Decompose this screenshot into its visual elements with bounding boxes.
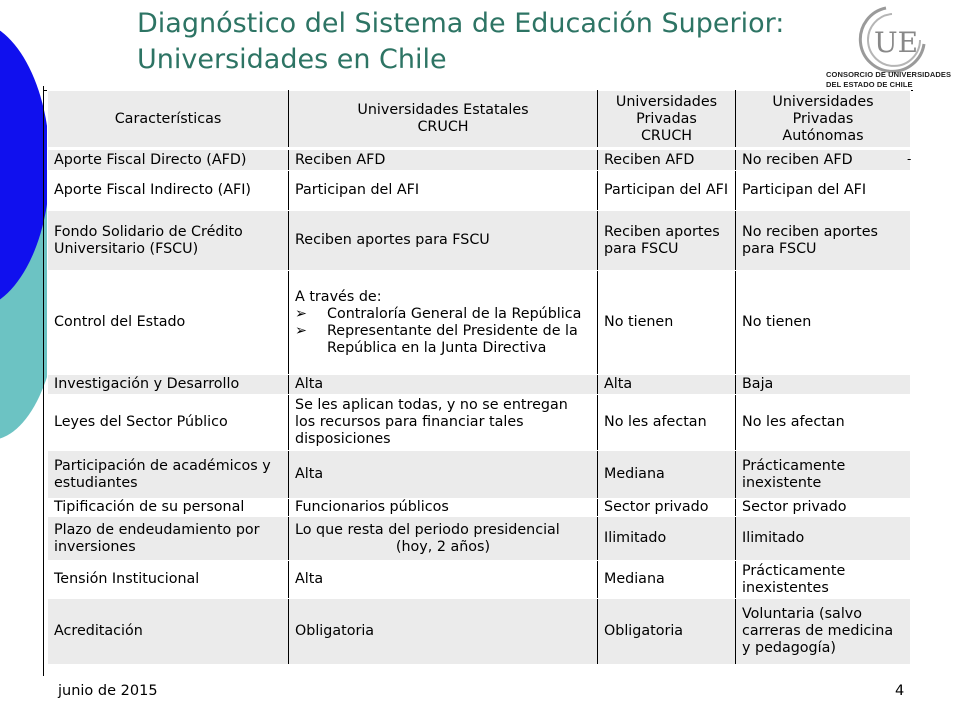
cell-autonomas: Participan del AFI bbox=[736, 171, 911, 211]
logo-caption-line1: CONSORCIO DE UNIVERSIDADES bbox=[826, 70, 952, 79]
footer-date: junio de 2015 bbox=[58, 683, 158, 699]
cell-caracteristica: Tipificación de su personal bbox=[48, 499, 289, 517]
table-row bbox=[48, 149, 911, 171]
cell-autonomas: Baja bbox=[736, 375, 911, 395]
table-row bbox=[48, 451, 911, 499]
table-row bbox=[48, 599, 911, 665]
cell-privadas-cruch: No les afectan bbox=[598, 395, 736, 451]
cell-caracteristica: Aporte Fiscal Directo (AFD) bbox=[48, 149, 289, 171]
control-list-item: ➢ Representante del Presidente de la República en la Junta Directiva bbox=[295, 322, 578, 356]
table-row bbox=[48, 375, 911, 395]
cell-estatales: Obligatoria bbox=[289, 599, 598, 665]
cell-autonomas: Prácticamente inexistentes bbox=[736, 561, 911, 599]
slide-title: Diagnóstico del Sistema de Educación Superior: Universidades en Chile bbox=[137, 8, 785, 75]
cell-caracteristica: Aporte Fiscal Indirecto (AFI) bbox=[48, 171, 289, 211]
cell-estatales: Reciben AFD bbox=[289, 149, 598, 171]
table-row bbox=[48, 271, 911, 375]
cell-autonomas: No reciben AFD bbox=[736, 149, 911, 171]
cell-estatales bbox=[289, 271, 598, 375]
cell-caracteristica: Investigación y Desarrollo bbox=[48, 375, 289, 395]
cell-estatales: Participan del AFI bbox=[289, 171, 598, 211]
cell-privadas-cruch: Ilimitado bbox=[598, 517, 736, 561]
cell-estatales: Alta bbox=[289, 451, 598, 499]
cell-estatales: Se les aplican todas, y no se entregan los recursos para financiar tales disposiciones bbox=[289, 395, 598, 451]
cell-estatales: Alta bbox=[289, 561, 598, 599]
cell-autonomas: No les afectan bbox=[736, 395, 911, 451]
cell-privadas-cruch: Reciben aportes para FSCU bbox=[598, 211, 736, 271]
header-estatales-l2: CRUCH bbox=[417, 119, 469, 135]
cell-autonomas: No reciben aportes para FSCU bbox=[736, 211, 911, 271]
table-row bbox=[48, 211, 911, 271]
cell-privadas-cruch: Reciben AFD bbox=[598, 149, 736, 171]
left-vertical-rule bbox=[43, 86, 44, 676]
cell-autonomas: Prácticamente inexistente bbox=[736, 451, 911, 499]
header-estatales-l1: Universidades Estatales bbox=[357, 102, 529, 118]
logo-caption bbox=[826, 70, 960, 90]
table-row bbox=[48, 171, 911, 211]
header-autonomas: Universidades Privadas Autónomas bbox=[736, 91, 911, 149]
arrow-bullet-icon: ➢ bbox=[295, 305, 307, 322]
header-caracteristicas: Características bbox=[48, 91, 289, 149]
cell-autonomas: Voluntaria (salvo carreras de medicina y pedagogía) bbox=[736, 599, 911, 665]
cell-caracteristica: Leyes del Sector Público bbox=[48, 395, 289, 451]
header-estatales bbox=[289, 91, 598, 149]
cell-estatales: Reciben aportes para FSCU bbox=[289, 211, 598, 271]
cell-privadas-cruch: No tienen bbox=[598, 271, 736, 375]
cell-note: (hoy, 2 años) bbox=[395, 538, 491, 555]
page-number: 4 bbox=[895, 683, 905, 699]
control-intro: A través de: bbox=[295, 288, 382, 305]
cell-estatales: Lo que resta del periodo presidencial (hoy, 2 años) bbox=[289, 517, 598, 561]
comparison-table bbox=[47, 90, 911, 665]
cell-caracteristica: Plazo de endeudamiento por inversiones bbox=[48, 517, 289, 561]
cell-caracteristica: Participación de académicos y estudiantes bbox=[48, 451, 289, 499]
control-list-item: ➢ Contraloría General de la República bbox=[295, 305, 582, 322]
header-privadas-cruch: Universidades Privadas CRUCH bbox=[598, 91, 736, 149]
table-row bbox=[48, 395, 911, 451]
cell-privadas-cruch: Mediana bbox=[598, 561, 736, 599]
table-header-row bbox=[48, 91, 911, 149]
arrow-bullet-icon: ➢ bbox=[295, 322, 307, 339]
cell-privadas-cruch: Mediana bbox=[598, 451, 736, 499]
cell-caracteristica: Fondo Solidario de Crédito Universitario (FSCU) bbox=[48, 211, 289, 271]
table-row bbox=[48, 517, 911, 561]
cell-privadas-cruch: Obligatoria bbox=[598, 599, 736, 665]
logo-initials: UE bbox=[874, 26, 919, 59]
cell-caracteristica: Control del Estado bbox=[48, 271, 289, 375]
cell-autonomas: No tienen bbox=[736, 271, 911, 375]
cell-privadas-cruch: Sector privado bbox=[598, 499, 736, 517]
cell-caracteristica: Tensión Institucional bbox=[48, 561, 289, 599]
cell-autonomas: Ilimitado bbox=[736, 517, 911, 561]
cell-estatales: Alta bbox=[289, 375, 598, 395]
stray-dash: - bbox=[907, 152, 912, 166]
table-row bbox=[48, 499, 911, 517]
logo-caption-line2: DEL ESTADO DE CHILE bbox=[826, 80, 913, 89]
table-row bbox=[48, 561, 911, 599]
cell-autonomas: Sector privado bbox=[736, 499, 911, 517]
cell-caracteristica: Acreditación bbox=[48, 599, 289, 665]
cell-estatales: Funcionarios públicos bbox=[289, 499, 598, 517]
cell-privadas-cruch: Alta bbox=[598, 375, 736, 395]
cell-privadas-cruch: Participan del AFI bbox=[598, 171, 736, 211]
